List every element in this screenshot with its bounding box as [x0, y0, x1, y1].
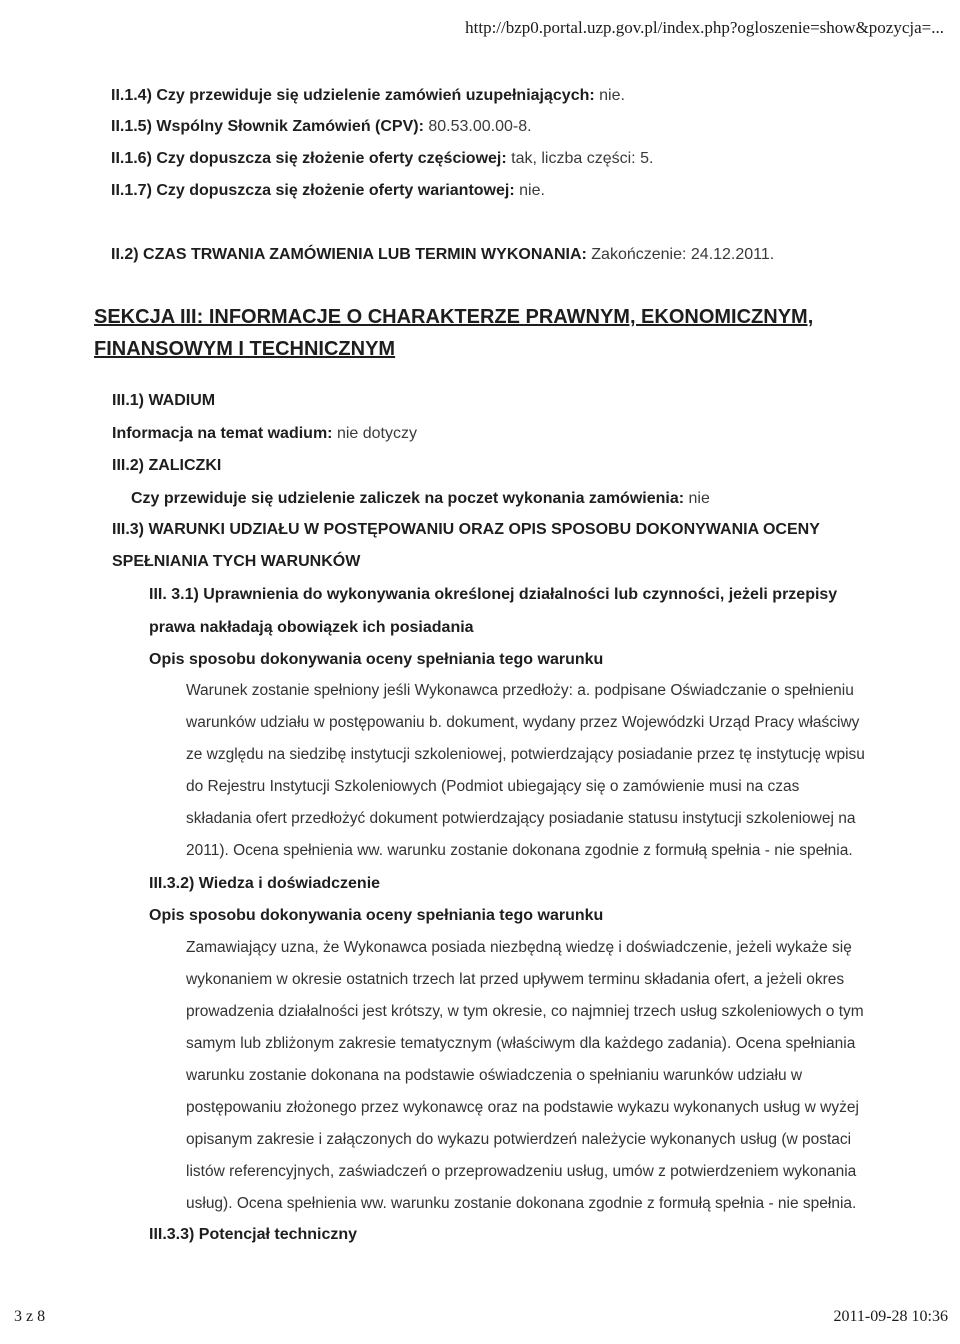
warunki-heading-line2: SPEŁNIANIA TYCH WARUNKÓW	[112, 553, 361, 570]
item-value: nie.	[519, 182, 545, 199]
zaliczki-value: nie	[688, 490, 710, 507]
item-label: II.1.5) Wspólny Słownik Zamówień (CPV):	[111, 118, 424, 135]
item-ii-2	[111, 245, 774, 265]
text-line: postępowaniu złożonego przez wykonawcę oraz na podstawie wykazu wykonanych usług w wyżej	[186, 1099, 859, 1116]
text-line: wykonaniem w okresie ostatnich trzech lat przed upływem terminu składania ofert, a jeżeli okres	[186, 971, 845, 988]
section-title-line1: SEKCJA III: INFORMACJE O CHARAKTERZE PRAWNYM, EKONOMICZNYM,	[94, 306, 814, 328]
text-line: warunku zostanie dokonana na podstawie oświadczenia o spełnianiu warunków udziału w	[186, 1067, 803, 1084]
item-value: nie.	[599, 87, 625, 104]
item-ii-1-4	[111, 86, 625, 106]
text-line: do Rejestru Instytucji Szkoleniowych (Podmiot ubiegający się o zamówienie musi na czas	[186, 778, 800, 795]
section-title-line2: FINANSOWYM I TECHNICZNYM	[94, 338, 396, 360]
zaliczki-heading: III.2) ZALICZKI	[112, 457, 222, 474]
wadium-value: nie dotyczy	[336, 425, 417, 442]
item-value: 80.53.00.00-8.	[428, 118, 532, 135]
warunki-heading-line1: III.3) WARUNKI UDZIAŁU W POSTĘPOWANIU ORAZ OPIS SPOSOBU DOKONYWANIA OCENY	[112, 521, 820, 538]
text-line: składania ofert przedłożyć dokument potwierdzający posiadanie statusu instytucji szkoleniowej na	[186, 810, 856, 827]
item-ii-1-7	[111, 181, 545, 201]
text-line: Zamawiający uzna, że Wykonawca posiada niezbędną wiedzę i doświadczenie, jeżeli wykaże się	[186, 939, 852, 956]
text-line: warunków udziału w postępowaniu b. dokument, wydany przez Wojewódzki Urząd Pracy właściwy	[186, 714, 860, 731]
wiedza-heading: III.3.2) Wiedza i doświadczenie	[149, 875, 381, 892]
item-label: II.1.4) Czy przewiduje się udzielenie zamówień uzupełniających:	[111, 87, 595, 104]
item-value: Zakończenie: 24.12.2011.	[591, 246, 775, 263]
text-line: ze względu na siedzibę instytucji szkoleniowej, potwierdzający posiadanie przez tę instytucję wpisu	[186, 746, 865, 763]
text-line: opisanym zakresie i załączonych do wykazu potwierdzeń należycie wykonanych usług (w postaci	[186, 1131, 852, 1148]
uprawnienia-heading-line1: III. 3.1) Uprawnienia do wykonywania określonej działalności lub czynności, jeżeli przepisy	[149, 586, 838, 603]
item-ii-1-5	[111, 117, 532, 137]
text-line: samym lub zbliżonym zakresie tematycznym (właściwym dla każdego zadania). Ocena spełniania	[186, 1035, 856, 1052]
wadium-info	[112, 424, 417, 444]
text-line: prowadzenia działalności jest krótszy, w tym okresie, co najmniej trzech usług szkoleniowych o tym	[186, 1003, 864, 1020]
item-label: II.1.6) Czy dopuszcza się złożenie oferty częściowej:	[111, 150, 507, 167]
page-number: 3 z 8	[14, 1308, 46, 1325]
potencjal-heading: III.3.3) Potencjał techniczny	[149, 1226, 358, 1243]
zaliczki-info	[131, 489, 710, 509]
opis-heading-2: Opis sposobu dokonywania oceny spełniania tego warunku	[149, 907, 604, 924]
page-url: http://bzp0.portal.uzp.gov.pl/index.php?ogloszenie=show&pozycja=...	[465, 18, 944, 37]
item-label: II.1.7) Czy dopuszcza się złożenie oferty wariantowej:	[111, 182, 515, 199]
text-line: Warunek zostanie spełniony jeśli Wykonawca przedłoży: a. podpisane Oświadczanie o spełnieniu	[186, 682, 854, 699]
opis-heading-1: Opis sposobu dokonywania oceny spełniania tego warunku	[149, 651, 604, 668]
print-datetime: 2011-09-28 10:36	[833, 1308, 948, 1325]
wadium-label: Informacja na temat wadium:	[112, 425, 333, 442]
item-ii-1-6	[111, 149, 653, 169]
uprawnienia-heading-line2: prawa nakładają obowiązek ich posiadania	[149, 619, 474, 636]
item-value: tak, liczba części: 5.	[511, 150, 654, 167]
text-line: usług). Ocena spełnienia ww. warunku zostanie dokonana zgodnie z formułą spełnia - nie spełnia.	[186, 1195, 857, 1212]
text-line: 2011). Ocena spełnienia ww. warunku zostanie dokonana zgodnie z formułą spełnia - nie spełnia.	[186, 842, 853, 859]
wadium-heading: III.1) WADIUM	[112, 392, 216, 409]
text-line: listów referencyjnych, zaświadczeń o przeprowadzeniu usług, umów z potwierdzeniem wykonania	[186, 1163, 857, 1180]
zaliczki-label: Czy przewiduje się udzielenie zaliczek na poczet wykonania zamówienia:	[131, 490, 685, 507]
item-label: II.2) CZAS TRWANIA ZAMÓWIENIA LUB TERMIN WYKONANIA:	[111, 246, 587, 263]
